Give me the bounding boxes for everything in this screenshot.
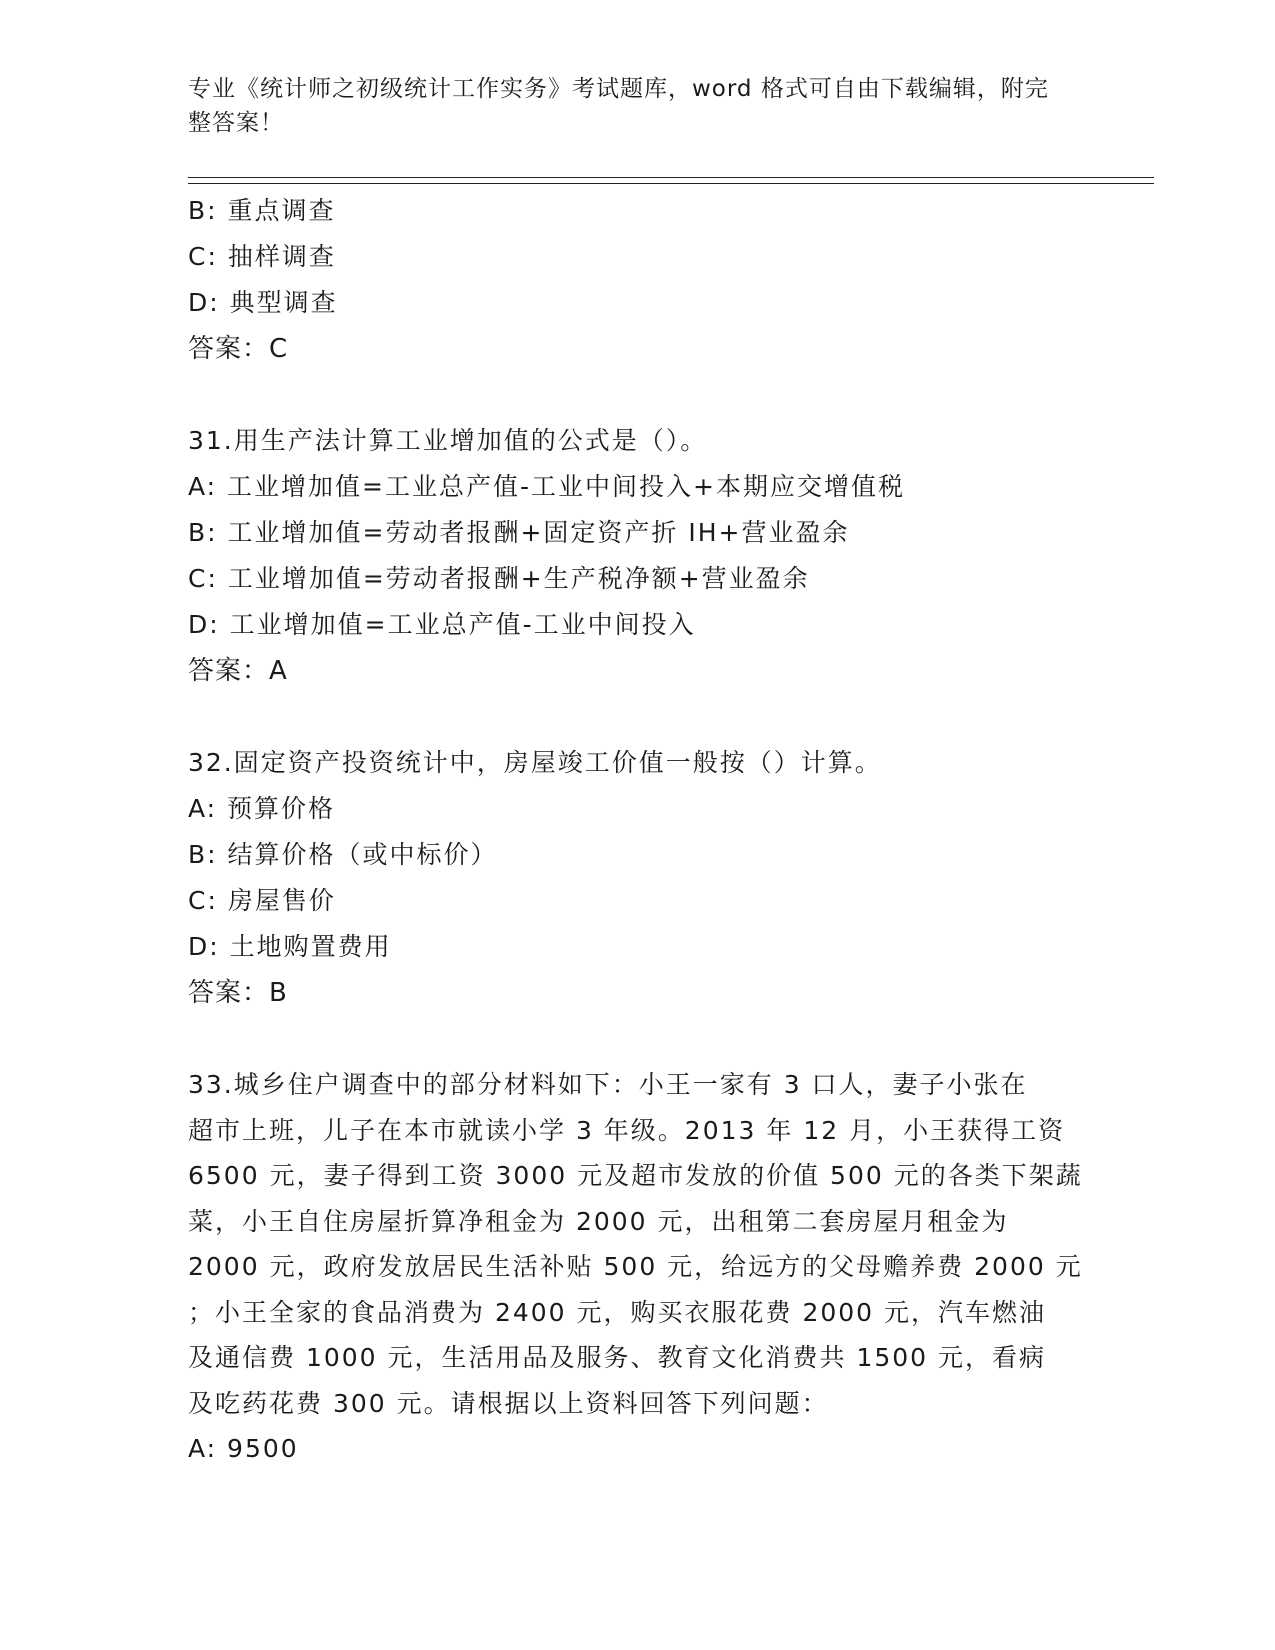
stem-line: ；小王全家的食品消费为 2400 元，购买衣服花费 2000 元，汽车燃油 <box>188 1297 1047 1327</box>
question-stem: 31.用生产法计算工业增加值的公式是（）。 <box>188 426 708 455</box>
document-header <box>188 72 1068 140</box>
option-d: D: 土地购置费用 <box>188 932 392 961</box>
stem-line: 及吃药花费 300 元。请根据以上资料回答下列问题： <box>188 1388 829 1418</box>
answer-label: 答案：A <box>188 656 288 686</box>
spacer <box>188 372 1088 418</box>
question-33 <box>188 1062 1088 1472</box>
option-b: B: 结算价格（或中标价） <box>188 840 498 869</box>
option-c: C: 工业增加值=劳动者报酬+生产税净额+营业盈余 <box>188 564 810 593</box>
option-a: A: 预算价格 <box>188 794 336 823</box>
question-stem: 32.固定资产投资统计中，房屋竣工价值一般按（）计算。 <box>188 748 882 777</box>
question-32 <box>188 740 1088 1016</box>
option-d: D: 典型调查 <box>188 288 338 317</box>
option-b: B: 重点调查 <box>188 196 336 225</box>
answer-label: 答案：B <box>188 978 288 1008</box>
option-a: A: 9500 <box>188 1434 299 1463</box>
question-31 <box>188 418 1088 694</box>
stem-line: 及通信费 1000 元，生活用品及服务、教育文化消费共 1500 元，看病 <box>188 1343 1047 1372</box>
stem-line: 6500 元，妻子得到工资 3000 元及超市发放的价值 500 元的各类下架蔬 <box>188 1161 1083 1190</box>
option-a: A: 工业增加值=工业总产值-工业中间投入+本期应交增值税 <box>188 472 905 501</box>
stem-line: 超市上班，儿子在本市就读小学 3 年级。2013 年 12 月，小王获得工资 <box>188 1115 1066 1145</box>
header-divider-top <box>188 177 1154 178</box>
question-stem <box>188 1062 1088 1426</box>
stem-line: 2000 元，政府发放居民生活补贴 500 元，给远方的父母赡养费 2000 元 <box>188 1252 1083 1281</box>
header-divider-bottom <box>188 183 1154 184</box>
header-line-1: 专业《统计师之初级统计工作实务》考试题库，word 格式可自由下载编辑，附完 <box>188 76 1049 102</box>
option-c: C: 抽样调查 <box>188 242 336 271</box>
option-d: D: 工业增加值=工业总产值-工业中间投入 <box>188 610 696 639</box>
stem-line: 菜，小王自住房屋折算净租金为 2000 元，出租第二套房屋月租金为 <box>188 1206 1009 1236</box>
previous-question <box>188 188 1088 372</box>
answer-label: 答案：C <box>188 334 289 364</box>
header-line-2: 整答案！ <box>188 110 284 136</box>
question-list <box>188 188 1088 1472</box>
option-b: B: 工业增加值=劳动者报酬+固定资产折 IH+营业盈余 <box>188 518 850 547</box>
spacer <box>188 1016 1088 1062</box>
stem-line: 33.城乡住户调查中的部分材料如下：小王一家有 3 口人，妻子小张在 <box>188 1070 1028 1099</box>
option-c: C: 房屋售价 <box>188 886 336 915</box>
spacer <box>188 694 1088 740</box>
